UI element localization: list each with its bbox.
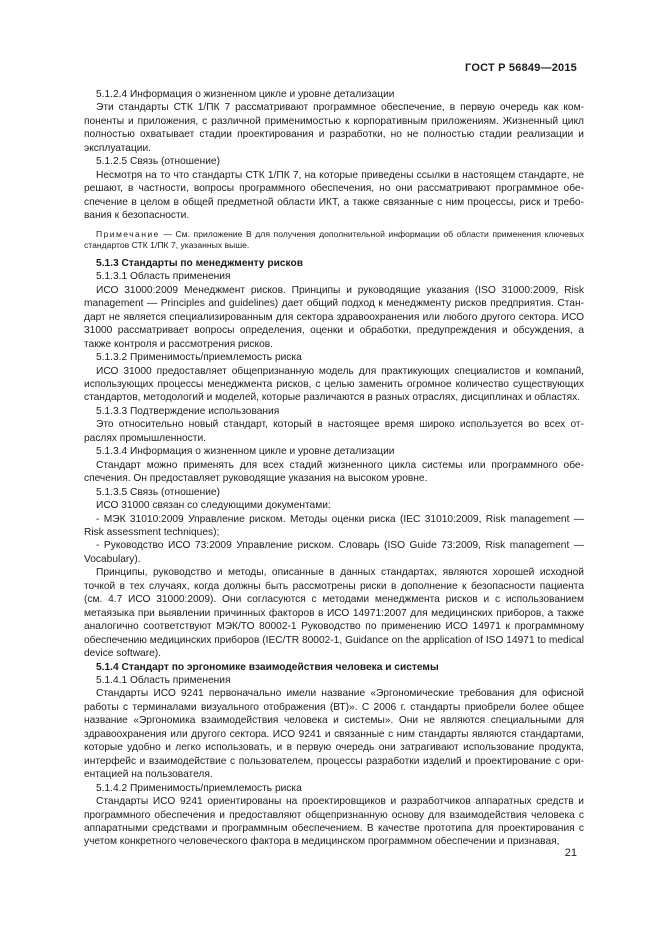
document-body — [84, 88, 584, 849]
body-paragraph: Эти стандарты СТК 1/ПК 7 рассматривают программное обеспечение, в первую очередь как компоненты и приложения, с различной применимостью к корпоративным приложениям. Жизненный цикл полностью охватывает стадии проектирования и разработки, но не полностью стадии реализации и эксплуатации. — [84, 102, 584, 154]
body-paragraph: Стандарты ИСО 9241 первоначально имели название «Эргономические требования для офисной работы с терминалами визуального отображения (ВТ)». С 2006 г. стандарты приобрели более общее название «Эргономика взаимодействия человека и системы». Они не являются специальными для здравоохранения или другого сектора. ИСО 9241 и связанные с ним стандарты являются стандартами, которые удобно и легко использовать, и в первую очередь они затрагивают использование продукта, интерфейс и взаимодействие с пользователем, процессы разработки изделий и проектирование с ориентацией на пользователя. — [84, 688, 584, 781]
body-paragraph: Стандарт можно применять для всех стадий жизненного цикла системы или программного обеспечения. Он предоставляет руководящие указания на высоком уровне. — [84, 459, 584, 485]
note-label: Примечание — [96, 228, 160, 239]
body-paragraph: Принципы, руководство и методы, описанные в данных стандартах, являются хорошей исходной точкой в тех случаях, когда должны быть рассмотрены риски в дополнение к безопасности пациента (см. 4.7 ИСО 31000:2009). Они согласуются с методами менеджмента рисков и с использованием метаязыка при выявлении причинных факторов в ИСО 14971:2007 для медицинских приборов, а также аналогично соответствуют МЭК/ТО 80002-1 Руководство по применению ИСО 14971 к программному обеспечению медицинских приборов (IEC/TR 80002-1, Guidance on the application of ISO 14971 to medical device software). — [84, 567, 584, 660]
page-number: 21 — [564, 847, 577, 859]
body-paragraph: Стандарты ИСО 9241 ориентированы на проектировщиков и разработчиков аппаратных средств и программного обеспечения и предоставляют общепризнанную основу для взаимодействия человека с аппаратными средствами и программным обеспечением. В качестве прототипа для проектирования с учетом конкретного человеческого фактора в медицинском программном обеспечении и признавая, — [84, 796, 584, 848]
body-paragraph: 5.1.2.5 Связь (отношение) — [96, 156, 220, 168]
body-paragraph: 5.1.4.1 Область применения — [96, 674, 231, 686]
standard-header: ГОСТ Р 56849—2015 — [465, 62, 577, 74]
body-paragraph: ИСО 31000 связан со следующими документами: — [96, 500, 331, 512]
section-heading: 5.1.3 Стандарты по менеджменту рисков — [96, 257, 304, 269]
body-paragraph: 5.1.3.5 Связь (отношение) — [96, 486, 220, 498]
body-paragraph: 5.1.3.2 Применимость/приемлемость риска — [96, 352, 302, 364]
body-paragraph: 5.1.2.4 Информация о жизненном цикле и уровне детализации — [96, 89, 395, 100]
body-paragraph: - МЭК 31010:2009 Управление риском. Методы оценки риска (IEC 31010:2009, Risk management — Risk assessment techniques); — [84, 513, 584, 538]
note-paragraph — [84, 229, 584, 251]
body-paragraph: - Руководство ИСО 73:2009 Управление риском. Словарь (ISO Guide 73:2009, Risk management — Vocabulary). — [84, 540, 584, 565]
body-paragraph: 5.1.3.4 Информация о жизненном цикле и уровне детализации — [96, 446, 395, 458]
body-paragraph: ИСО 31000 предоставляет общепризнанную модель для практикующих специалистов и компаний, использующих процессы менеджмента рисков, с целью заменить огромное количество существующих стандартов, методологий и моделей, которые различаются в разных отраслях, дисциплинах и областях. — [84, 365, 584, 404]
body-paragraph: 5.1.3.1 Область применения — [96, 271, 231, 283]
body-paragraph: Несмотря на то что стандарты СТК 1/ПК 7, на которые приведены ссылки в настоящем стандарте, не решают, в частности, вопросы программного обеспечения, но они рассматривают программное обеспечение в целом в общей предметной области ИКТ, а также связанные с ним процессы, риск и требования к безопасности. — [84, 169, 584, 222]
body-paragraph: 5.1.4.2 Применимость/приемлемость риска — [96, 782, 302, 794]
body-paragraph: 5.1.3.3 Подтверждение использования — [96, 405, 280, 417]
note-text: — См. приложение В для получения дополнительной информации об области применения ключевых стандартов СТК 1/ПК 7, указанных выше. — [84, 228, 584, 250]
body-paragraph: ИСО 31000:2009 Менеджмент рисков. Принципы и руководящие указания (ISO 31000:2009, Risk management — Principles and guidelines) дает общий подход к менеджменту рисков предприятия. Стандарт не является специализированным для сектора здравоохранения или любого другого сектора. ИСО 31000 рассматривает вопросы определения, оценки и обработки, предупреждения и обсуждения, а также контроля и рассмотрения рисков. — [84, 284, 584, 350]
section-heading: 5.1.4 Стандарт по эргономике взаимодействия человека и системы — [96, 661, 439, 673]
body-paragraph: Это относительно новый стандарт, который в настоящее время широко используется во всех отраслях промышленности. — [84, 419, 584, 444]
